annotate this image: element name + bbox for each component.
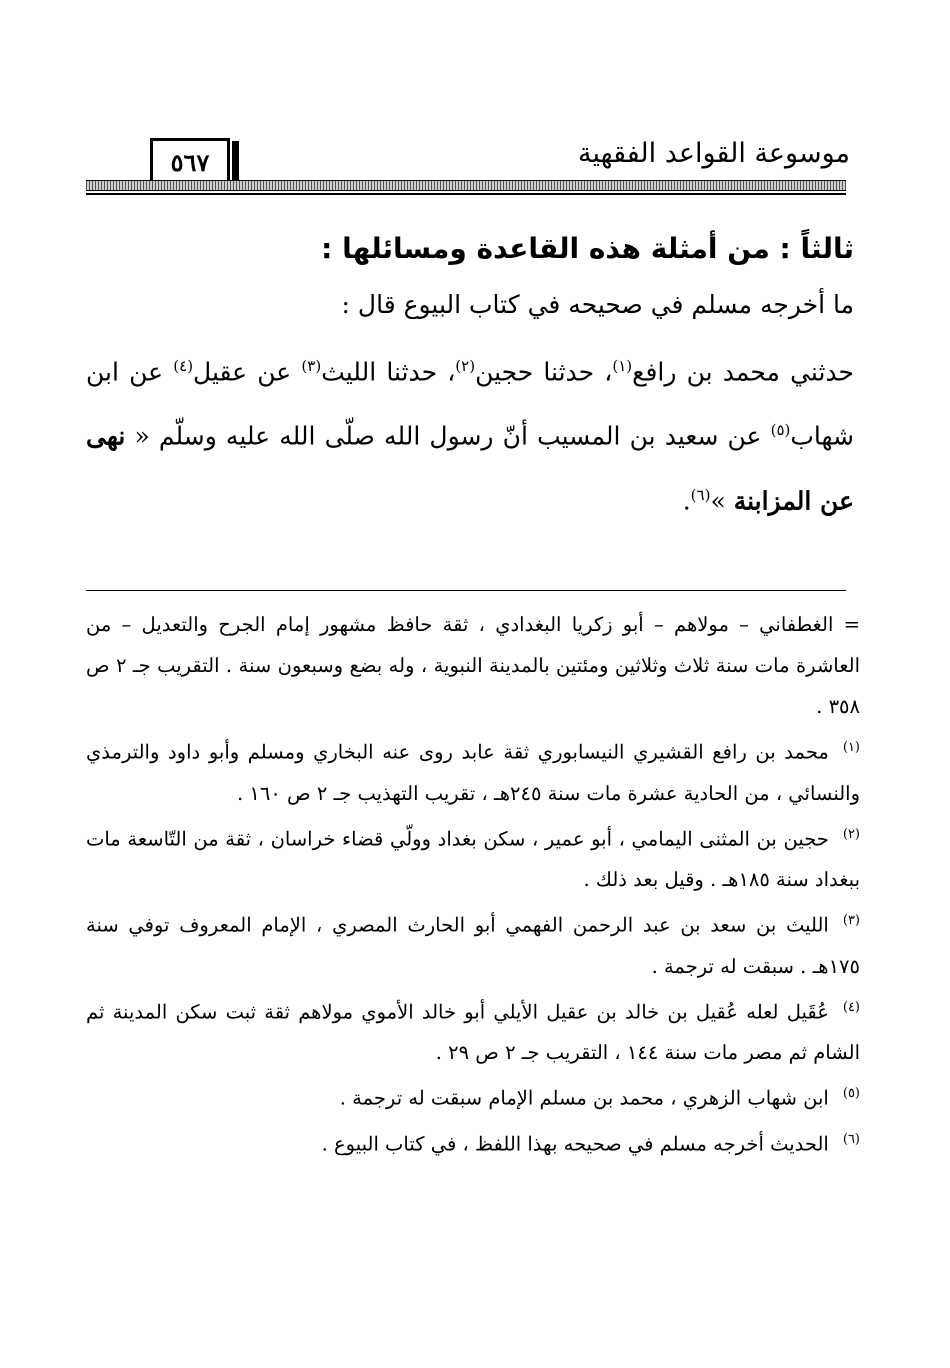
footnote-3 xyxy=(86,900,860,987)
footnote-mark: (٤) xyxy=(842,999,860,1015)
footnote-ref-2[interactable]: (٢) xyxy=(455,357,476,375)
narration-text: » xyxy=(710,485,734,515)
footnote-text: محمد بن رافع القشيري النيسابوري ثقة عابد روى عنه البخاري ومسلم وأبو داود والترمذي والنسائي ، من الحادية عشرة مات سنة ٢٤٥هـ ، تقريب التهذيب جـ ٢ ص ١٦٠ . xyxy=(86,740,860,805)
footnote-ref-6[interactable]: (٦) xyxy=(690,485,711,504)
footnote-6 xyxy=(86,1119,860,1165)
footnote-text: الليث بن سعد بن عبد الرحمن الفهمي أبو الحارث المصري ، الإمام المعروف توفي سنة ١٧٥هـ . سبقت له ترجمة . xyxy=(86,913,860,978)
footnote-1 xyxy=(86,727,860,814)
footnote-ref-5[interactable]: (٥) xyxy=(770,421,791,440)
section-heading: ثالثاً : من أمثلة هذه القاعدة ومسائلها : xyxy=(321,232,854,265)
narration-text: . xyxy=(682,485,691,515)
narration-text: عن عقيل xyxy=(193,357,302,387)
footnote-4 xyxy=(86,987,860,1074)
header-decorative-band xyxy=(86,180,846,191)
narration-text: ، حدثنا الليث xyxy=(321,357,456,387)
running-header-title: موسوعة القواعد الفقهية xyxy=(578,138,850,169)
footnote-text: ابن شهاب الزهري ، محمد بن مسلم الإمام سبقت له ترجمة . xyxy=(339,1086,829,1110)
footnote-ref-4[interactable]: (٤) xyxy=(173,357,194,375)
narration-text: ، حدثنا حجين xyxy=(475,357,613,387)
narration-text: عن سعيد بن المسيب أنّ رسول الله صلّى الله عليه وسلّم « xyxy=(125,421,771,451)
footnote-mark: (٦) xyxy=(842,1131,860,1147)
footnote-2 xyxy=(86,814,860,901)
footnote-text: عُقَيل لعله عُقيل بن خالد بن عقيل الأيلي أبو خالد الأموي مولاهم ثقة ثبت سكن المدينة ثم الشام ثم مصر مات سنة ١٤٤ ، التقريب جـ ٢ ص ٢٩ . xyxy=(86,1000,860,1064)
footnote-5 xyxy=(86,1073,860,1119)
header-rule xyxy=(86,193,846,195)
footnote-mark: (١) xyxy=(842,740,860,755)
hadith-bold-phrase: نهى عن المزابنة xyxy=(86,421,854,515)
footnote-continuation: = الغطفاني – مولاهم – أبو زكريا البغدادي ، ثقة حافظ مشهور إمام الجرح والتعديل – من العاشرة مات سنة ثلاث وثلاثين ومئتين بالمدينة النبوية ، وله بضع وسبعون سنة . التقريب جـ ٢ ص ٣٥٨ . xyxy=(86,613,860,718)
narration-text: حدثني محمد بن رافع xyxy=(632,357,855,387)
footnote-separator xyxy=(86,590,846,591)
footnote-mark: (٢) xyxy=(842,826,860,842)
footnotes-section xyxy=(86,604,860,1164)
hadith-narration xyxy=(86,337,854,530)
footnote-mark: (٣) xyxy=(842,913,860,928)
footnote-ref-3[interactable]: (٣) xyxy=(301,357,322,375)
intro-paragraph: ما أخرجه مسلم في صحيحه في كتاب البيوع قال : xyxy=(341,290,854,319)
footnote-mark: (٥) xyxy=(842,1086,860,1101)
page-number: ٥٦٧ xyxy=(150,138,230,186)
footnote-text: حجين بن المثنى اليمامي ، أبو عمير ، سكن بغداد وولّي قضاء خراسان ، ثقة من التّاسعة مات ببغداد سنة ١٨٥هـ . وقيل بعد ذلك . xyxy=(86,827,860,891)
footnote-text: الحديث أخرجه مسلم في صحيحه بهذا اللفظ ، في كتاب البيوع . xyxy=(321,1132,829,1155)
narration-text: عن ابن شهاب xyxy=(86,357,854,451)
footnote-ref-1[interactable]: (١) xyxy=(612,357,633,375)
